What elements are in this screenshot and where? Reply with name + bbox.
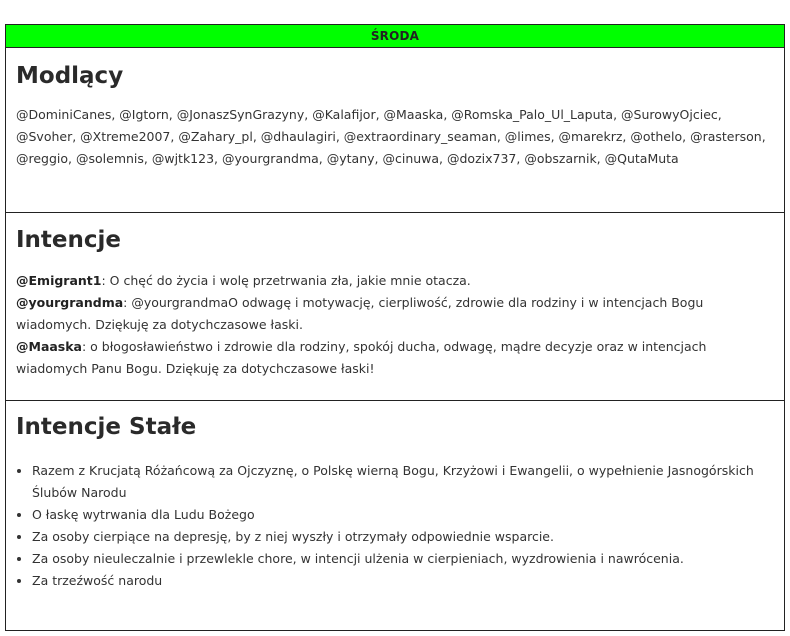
intention-text: : @yourgrandmaO odwagę i motywację, cierpliwość, zdrowie dla rodziny i w intencjach Bogu wiadomych. Dziękuję za dotychczasowe łaski.	[16, 295, 704, 332]
intention-text: : O chęć do życia i wolę przetrwania zła, jakie mnie otacza.	[101, 273, 471, 288]
list-item: • O łaskę wytrwania dla Ludu Bożego	[32, 504, 774, 526]
day-panel	[5, 24, 785, 631]
section-modlacy	[6, 48, 784, 213]
intention-item	[16, 336, 774, 380]
intention-user: @Maaska	[16, 339, 82, 354]
intention-item	[16, 292, 774, 336]
intention-user: @Emigrant1	[16, 273, 102, 288]
section-intencje-stale	[6, 401, 784, 628]
section-title-intencje-stale: Intencje Stałe	[16, 414, 197, 440]
section-title-intencje: Intencje	[16, 227, 122, 253]
list-item: • Razem z Krucjatą Różańcową za Ojczyznę, o Polskę wierną Bogu, Krzyżowi i Ewangelii, o wypełnienie Jasnogórskich Ślubów Narodu	[32, 460, 774, 504]
intention-user: @yourgrandma	[16, 295, 124, 310]
intentions-list	[16, 270, 774, 380]
list-item: • Za osoby cierpiące na depresję, by z niej wyszły i otrzymały odpowiednie wsparcie.	[32, 526, 774, 548]
intention-item	[16, 270, 774, 292]
section-intencje	[6, 213, 784, 401]
praying-users-list: @DominiCanes, @Igtorn, @JonaszSynGrazyny, @Kalafijor, @Maaska, @Romska_Palo_Ul_Laputa, @SurowyOjciec, @Svoher, @Xtreme2007, @Zahary_pl, @dhaulagiri, @extraordinary_seaman, @limes, @marekrz, @othelo, @rasterson, @reggio, @solemnis, @wjtk123, @yourgrandma, @ytany, @cinuwa, @dozix737, @obszarnik, @QutaMuta	[16, 107, 766, 166]
section-title-modlacy: Modlący	[16, 63, 124, 89]
list-item: • Za osoby nieuleczalnie i przewlekle chore, w intencji ulżenia w cierpieniach, wyzdrowienia i nawrócenia.	[32, 548, 774, 570]
list-item: • Za trzeźwość narodu	[32, 570, 774, 592]
day-header: ŚRODA	[6, 25, 784, 48]
intention-text: : o błogosławieństwo i zdrowie dla rodziny, spokój ducha, odwagę, mądre decyzje oraz w intencjach wiadomych Panu Bogu. Dziękuję za dotychczasowe łaski!	[16, 339, 707, 376]
permanent-intentions-list	[16, 460, 774, 592]
